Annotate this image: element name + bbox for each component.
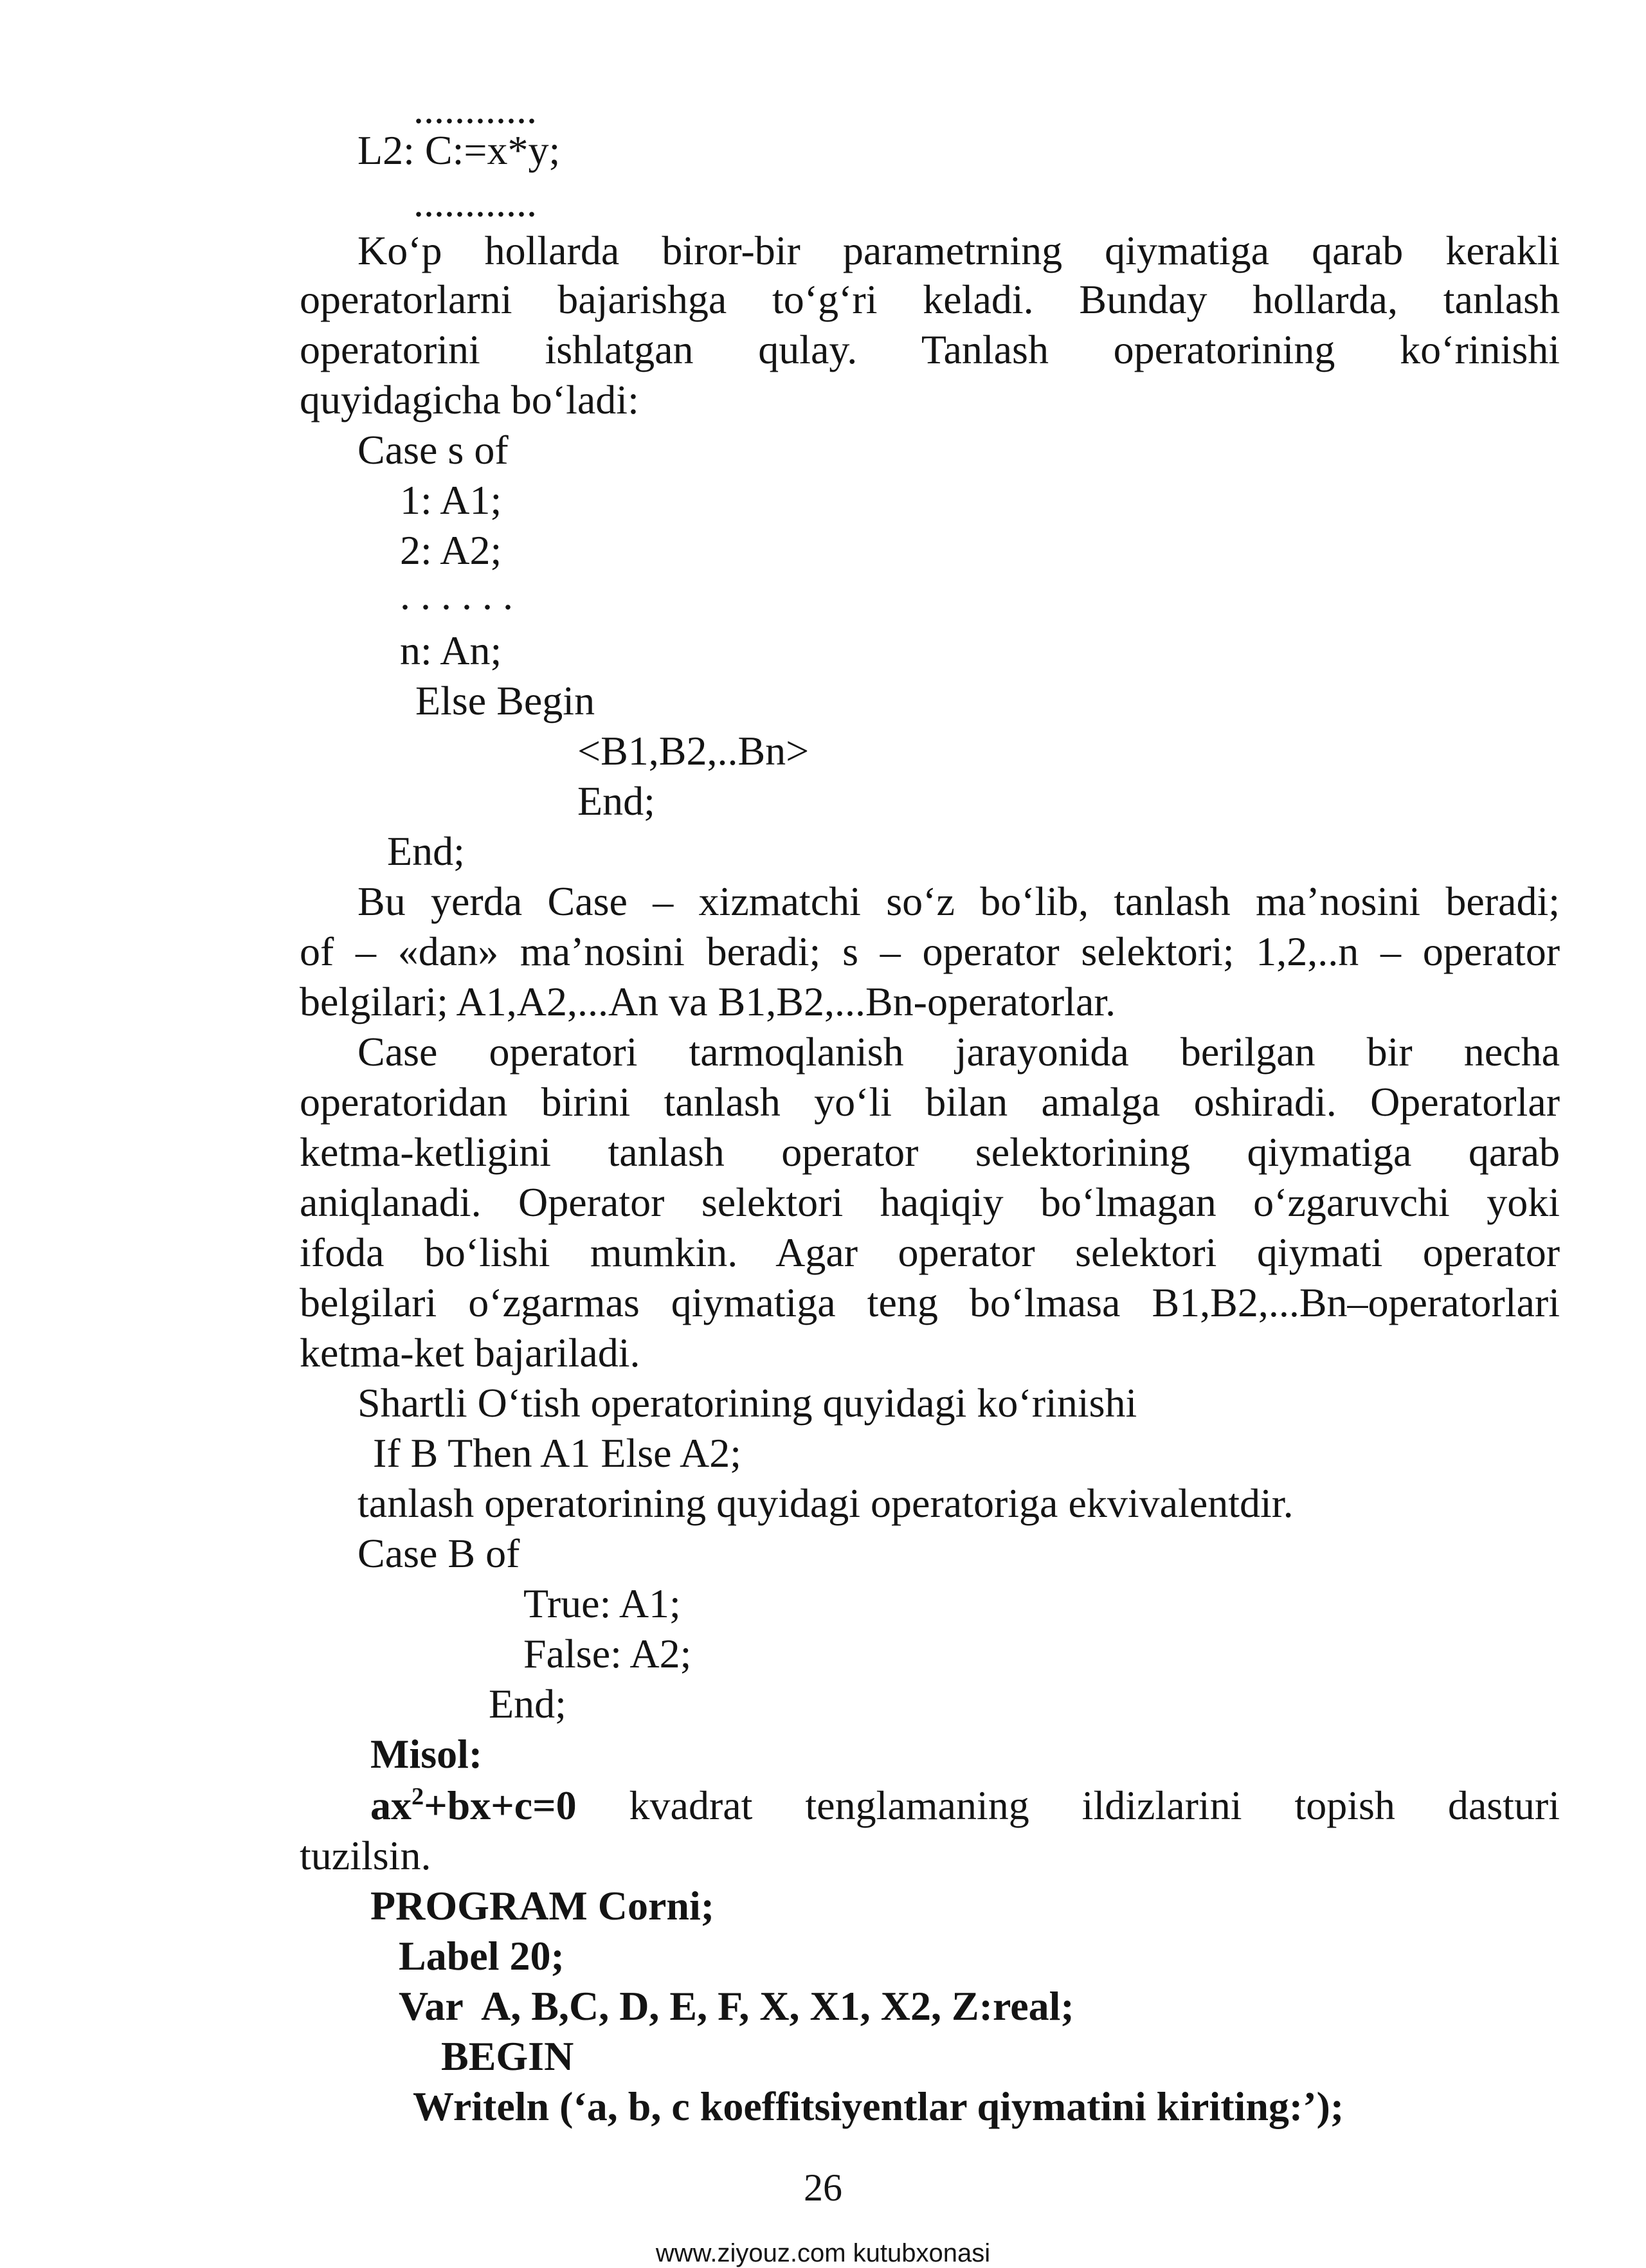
equation-exponent: 2 (412, 1783, 424, 1810)
code-dots: ............ (413, 86, 537, 132)
paragraph-line: Ko‘p hollarda biror-bir parametrning qiymatiga qarab kerakli (357, 228, 1560, 273)
paragraph-line: belgilari; A1,A2,...An va B1,B2,...Bn-operatorlar. (300, 979, 1116, 1024)
paragraph-line: Case operatori tarmoqlanish jarayonida berilgan bir necha (357, 1029, 1560, 1075)
program-line: PROGRAM Corni; (370, 1883, 715, 1928)
paragraph-line: tuzilsin. (300, 1833, 431, 1878)
code-line: End; (489, 1681, 566, 1727)
paragraph-line: operatoridan birini tanlash yo‘li bilan amalga oshiradi. Operatorlar (300, 1079, 1560, 1125)
footer-watermark: www.ziyouz.com kutubxonasi (655, 2239, 991, 2267)
paragraph-line: quyidagicha bo‘ladi: (300, 377, 639, 422)
code-dots: . . . . . . (400, 572, 513, 618)
paragraph-line: Bu yerda Case – xizmatchi so‘z bo‘lib, tanlash ma’nosini beradi; (357, 878, 1560, 924)
paragraph-line: ketma-ket bajariladi. (300, 1330, 640, 1375)
code-line: Case B of (357, 1530, 520, 1576)
paragraph-line: tanlash operatorining quyidagi operatoriga ekvivalentdir. (357, 1480, 1294, 1526)
paragraph-line: belgilari o‘zgarmas qiymatiga teng bo‘lmasa B1,B2,...Bn–operatorlari (300, 1280, 1560, 1325)
paragraph-line: ifoda bo‘lishi mumkin. Agar operator selektori qiymati operator (300, 1229, 1560, 1275)
program-line: BEGIN (441, 2033, 574, 2079)
code-line: Else Begin (415, 678, 595, 723)
program-line: Label 20; (399, 1933, 565, 1979)
code-line: n: An; (400, 628, 502, 673)
code-line: False: A2; (523, 1631, 692, 1676)
code-line: True: A1; (523, 1581, 681, 1626)
code-dots: ............ (413, 179, 537, 225)
code-line: End; (387, 828, 465, 874)
paragraph-line: operatorlarni bajarishga to‘g‘ri keladi. Bunday hollarda, tanlash (300, 277, 1560, 322)
program-line: Var A, B,C, D, E, F, X, X1, X2, Z:real; (399, 1983, 1074, 2029)
program-line: Writeln (‘a, b, c koeffitsiyentlar qiymatini kiriting:’); (413, 2083, 1344, 2129)
code-line: If B Then A1 Else A2; (373, 1430, 741, 1476)
code-line: 1: A1; (400, 477, 502, 523)
paragraph-line: operatorini ishlatgan qulay. Tanlash operatorining ko‘rinishi (300, 327, 1560, 372)
code-line: <B1,B2,..Bn> (577, 728, 809, 774)
paragraph-line: of – «dan» ma’nosini beradi; s – operator selektori; 1,2,..n – operator (300, 929, 1560, 974)
code-line: 2: A2; (400, 527, 502, 573)
example-line (370, 1785, 1560, 1826)
example-text: kvadrat tenglamaning ildizlarini topish dasturi (576, 1783, 1560, 1828)
paragraph-line: Shartli O‘tish operatorining quyidagi ko‘rinishi (357, 1380, 1137, 1426)
paragraph-line: ketma-ketligini tanlash operator selektorining qiymatiga qarab (300, 1129, 1560, 1175)
example-heading: Misol: (370, 1731, 483, 1777)
paragraph-line: aniqlanadi. Operator selektori haqiqiy bo‘lmagan o‘zgaruvchi yoki (300, 1179, 1560, 1225)
code-line: Case s of (357, 427, 509, 473)
equation-rest: +bx+c=0 (424, 1783, 577, 1828)
equation-ax: ax (370, 1783, 412, 1828)
page-number: 26 (804, 2166, 842, 2209)
code-line: L2: C:=x*y; (357, 127, 561, 173)
code-line: End; (577, 778, 655, 824)
